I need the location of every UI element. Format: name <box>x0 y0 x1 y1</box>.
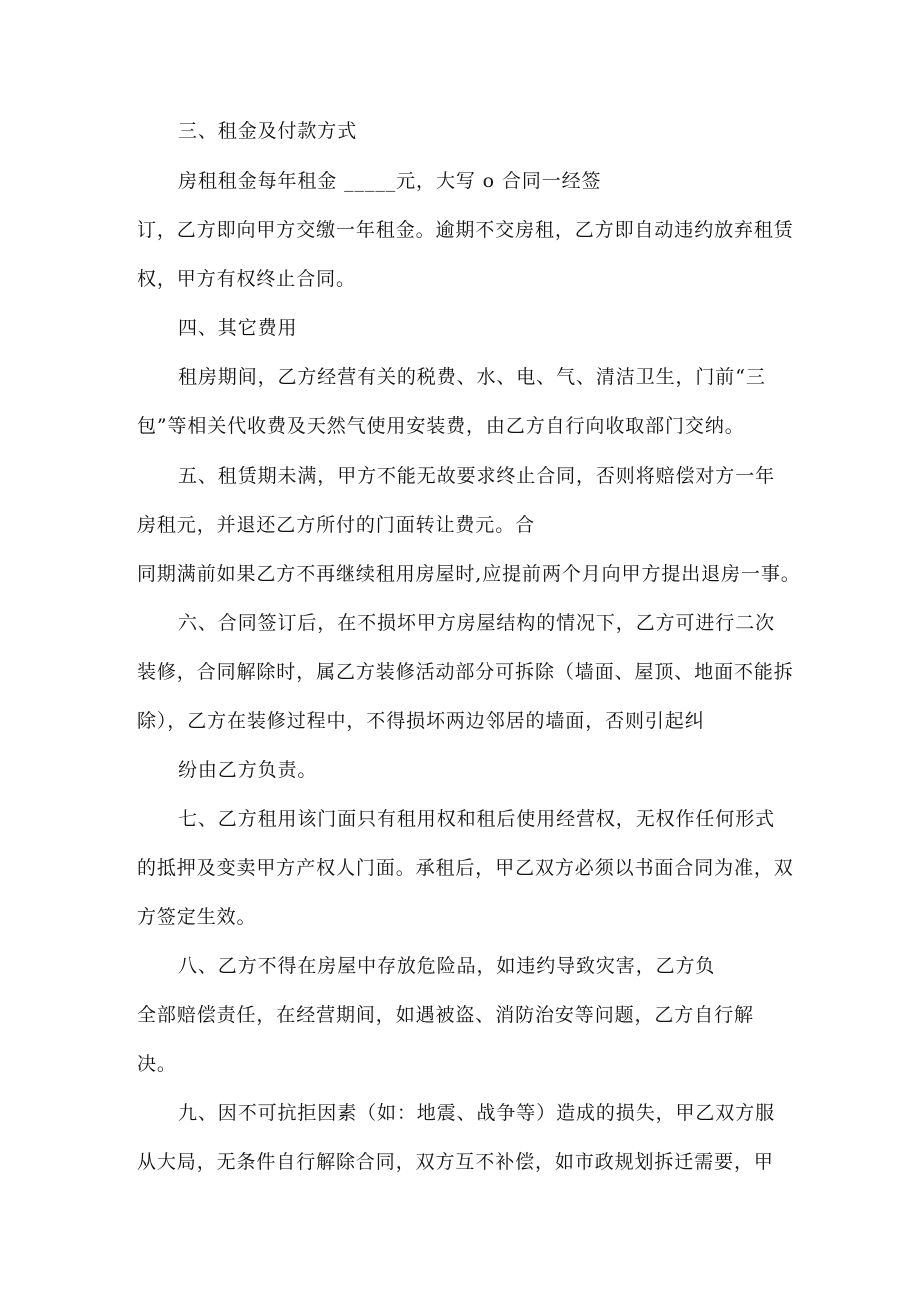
section-5-line: 五、租赁期未满，甲方不能无故要求终止合同，否则将赔偿对方一年 <box>178 465 776 487</box>
paragraph-line: 房租元，并退还乙方所付的门面转让费元。合 <box>137 514 536 536</box>
paragraph-line: 同期满前如果乙方不再继续租用房屋时,应提前两个月向甲方提出退房一事。 <box>137 563 801 585</box>
paragraph-line: 装修，合同解除时，属乙方装修活动部分可拆除（墙面、屋顶、地面不能拆 <box>137 661 794 683</box>
paragraph-line: 除），乙方在装修过程中，不得损坏两边邻居的墙面，否则引起纠 <box>137 710 705 732</box>
paragraph-line: 全部赔偿责任，在经营期间，如遇被盗、消防治安等问题，乙方自行解 <box>137 1004 754 1026</box>
paragraph-line: 方签定生效。 <box>137 906 257 928</box>
paragraph-line: 纷由乙方负责。 <box>178 759 318 781</box>
paragraph-line: 决。 <box>137 1053 177 1075</box>
paragraph-line: 包”等相关代收费及天然气使用安装费，由乙方自行向收取部门交纳。 <box>137 415 745 437</box>
paragraph-line: 的抵押及变卖甲方产权人门面。承租后，甲乙双方必须以书面合同为准，双 <box>137 857 794 879</box>
section-3-heading: 三、租金及付款方式 <box>178 120 358 142</box>
paragraph-line: 权，甲方有权终止合同。 <box>137 268 356 290</box>
section-7-line: 七、乙方租用该门面只有租用权和租后使用经营权，无权作任何形式 <box>178 808 776 830</box>
paragraph-line: 房租租金每年租金 _____元，大写 o 合同一经签 <box>178 170 602 192</box>
section-4-heading: 四、其它费用 <box>178 317 298 339</box>
paragraph-line: 租房期间，乙方经营有关的税费、水、电、气、清洁卫生，门前“三 <box>178 366 766 388</box>
section-8-line: 八、乙方不得在房屋中存放危险品，如违约导致灾害，乙方负 <box>178 955 716 977</box>
section-6-line: 六、合同签订后，在不损坏甲方房屋结构的情况下，乙方可进行二次 <box>178 612 776 634</box>
section-9-line: 九、因不可抗拒因素（如：地震、战争等）造成的损失，甲乙双方服 <box>178 1102 776 1124</box>
paragraph-line: 订，乙方即向甲方交缴一年租金。逾期不交房租，乙方即自动违约放弃租赁 <box>137 219 794 241</box>
paragraph-line: 从大局，无条件自行解除合同，双方互不补偿，如市政规划拆迁需要，甲 <box>137 1151 774 1173</box>
